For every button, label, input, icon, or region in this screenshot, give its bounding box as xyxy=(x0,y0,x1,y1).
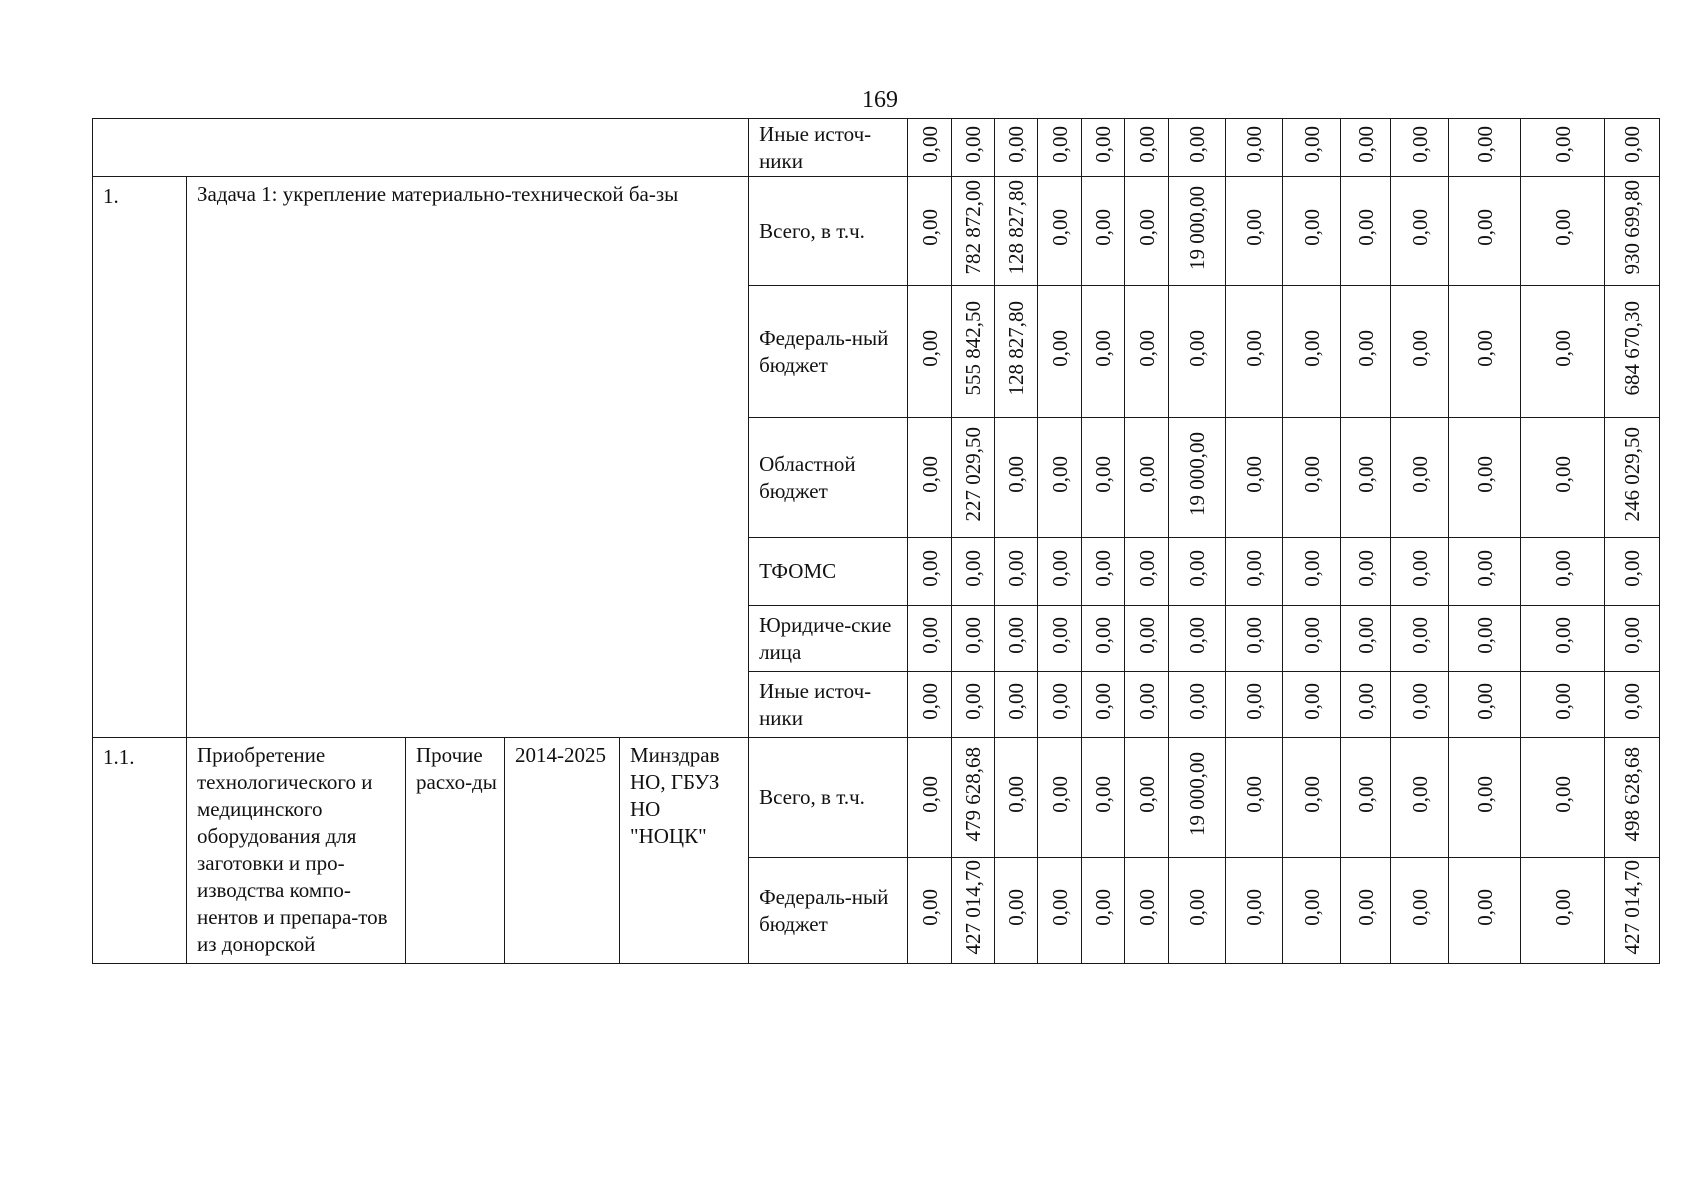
funding-source: Областной бюджет xyxy=(749,418,908,538)
task1-value-cell xyxy=(1038,538,1082,606)
task1-value: 0,00 xyxy=(961,682,986,720)
executor: Минздрав НО, ГБУЗ НО "НОЦК" xyxy=(620,738,749,964)
item1-1-value-cell xyxy=(1038,858,1082,964)
task1-value-cell xyxy=(952,672,995,738)
task1-value: 0,00 xyxy=(1299,329,1324,367)
task1-value: 0,00 xyxy=(1242,209,1267,246)
continuation-value-cell xyxy=(1521,119,1605,177)
task1-value-cell xyxy=(908,418,952,538)
task1-value: 0,00 xyxy=(917,682,942,720)
item1-1-value: 0,00 xyxy=(917,888,942,926)
task1-value: 0,00 xyxy=(1550,616,1575,654)
task1-value-cell xyxy=(1283,672,1341,738)
task1-value-cell xyxy=(995,538,1038,606)
task1-value-cell xyxy=(1521,286,1605,418)
task1-value: 0,00 xyxy=(1620,682,1645,720)
continuation-value-cell xyxy=(1341,119,1391,177)
task1-value-cell xyxy=(1226,418,1283,538)
continuation-value-cell xyxy=(1082,119,1125,177)
task1-value: 0,00 xyxy=(1550,209,1575,246)
task1-value: 555 842,50 xyxy=(961,300,986,396)
item1-1-value-cell xyxy=(908,858,952,964)
continuation-value-cell xyxy=(1038,119,1082,177)
task1-value-cell xyxy=(1341,418,1391,538)
item1-1-value: 0,00 xyxy=(1047,888,1072,926)
task1-value: 0,00 xyxy=(1550,329,1575,367)
task1-value: 0,00 xyxy=(1550,549,1575,587)
task1-value: 128 827,80 xyxy=(1004,180,1029,275)
task1-value-cell xyxy=(1125,286,1169,418)
item1-1-value: 479 628,68 xyxy=(961,746,986,842)
item1-1-value: 0,00 xyxy=(1353,775,1378,813)
item1-1-value: 0,00 xyxy=(1550,775,1575,813)
funding-source: Иные источ-ники xyxy=(749,672,908,738)
continuation-value-cell xyxy=(908,119,952,177)
item1-1-value: 0,00 xyxy=(1353,888,1378,926)
task1-value-cell xyxy=(1521,177,1605,286)
task-number: 1. xyxy=(93,177,187,738)
task1-value-cell xyxy=(1449,672,1521,738)
task1-value-cell xyxy=(1605,286,1660,418)
task1-value: 0,00 xyxy=(917,616,942,654)
task1-value-cell xyxy=(1125,538,1169,606)
task1-value: 0,00 xyxy=(1047,616,1072,654)
task1-value-cell xyxy=(1169,418,1226,538)
task1-value: 0,00 xyxy=(1299,616,1324,654)
item1-1-value: 0,00 xyxy=(1299,888,1324,926)
item1-1-value: 0,00 xyxy=(1472,775,1497,813)
task1-value: 782 872,00 xyxy=(961,180,986,275)
continuation-value: 0,00 xyxy=(961,125,986,163)
task1-value: 0,00 xyxy=(1047,455,1072,493)
page-number: 169 xyxy=(862,87,898,113)
task1-value-cell xyxy=(1391,538,1449,606)
task1-value-cell xyxy=(1605,177,1660,286)
task1-value: 0,00 xyxy=(1472,455,1497,493)
task1-value: 0,00 xyxy=(1620,616,1645,654)
task1-value: 0,00 xyxy=(1407,682,1432,720)
continuation-value-cell xyxy=(1169,119,1226,177)
task1-value-cell xyxy=(1169,538,1226,606)
task1-value: 0,00 xyxy=(1472,209,1497,246)
task1-value: 0,00 xyxy=(1004,682,1029,720)
task1-value: 0,00 xyxy=(1407,209,1432,246)
item1-1-value-cell xyxy=(952,858,995,964)
task1-value: 0,00 xyxy=(1242,549,1267,587)
task1-value: 0,00 xyxy=(1047,549,1072,587)
task1-value: 0,00 xyxy=(1353,455,1378,493)
continuation-value: 0,00 xyxy=(1134,125,1159,163)
table-row xyxy=(93,177,1660,286)
item1-1-value: 0,00 xyxy=(1091,888,1116,926)
task1-value: 0,00 xyxy=(1353,329,1378,367)
task1-value-cell xyxy=(1226,177,1283,286)
continuation-value: 0,00 xyxy=(1091,125,1116,163)
task1-value-cell xyxy=(952,286,995,418)
task1-value: 0,00 xyxy=(1407,329,1432,367)
item1-1-value-cell xyxy=(1169,858,1226,964)
item1-1-value-cell xyxy=(952,738,995,858)
item1-1-value-cell xyxy=(1391,858,1449,964)
item1-1-value: 0,00 xyxy=(1242,888,1267,926)
task1-value-cell xyxy=(995,418,1038,538)
task1-value-cell xyxy=(1521,672,1605,738)
funding-source: Федераль-ный бюджет xyxy=(749,286,908,418)
item1-1-value: 0,00 xyxy=(1472,888,1497,926)
task1-value-cell xyxy=(995,672,1038,738)
task1-value-cell xyxy=(1521,418,1605,538)
task1-value-cell xyxy=(1125,177,1169,286)
task1-value: 128 827,80 xyxy=(1004,300,1029,396)
task1-value-cell xyxy=(1521,606,1605,672)
task1-value-cell xyxy=(1341,177,1391,286)
item1-1-value-cell xyxy=(1226,738,1283,858)
task1-value: 0,00 xyxy=(1091,209,1116,246)
task1-value: 0,00 xyxy=(1134,209,1159,246)
task1-value: 246 029,50 xyxy=(1620,426,1645,522)
task1-value-cell xyxy=(1082,672,1125,738)
task1-value-cell xyxy=(1605,606,1660,672)
item1-1-value-cell xyxy=(995,738,1038,858)
task1-value: 0,00 xyxy=(1299,549,1324,587)
continuation-value-cell xyxy=(1283,119,1341,177)
item1-1-value-cell xyxy=(1082,858,1125,964)
task1-value: 0,00 xyxy=(961,549,986,587)
continuation-value-cell xyxy=(1125,119,1169,177)
task1-value-cell xyxy=(1125,418,1169,538)
task1-value: 0,00 xyxy=(1242,616,1267,654)
funding-source: Иные источ-ники xyxy=(749,119,908,177)
task1-value: 0,00 xyxy=(1353,549,1378,587)
item1-1-value: 0,00 xyxy=(1407,775,1432,813)
task1-value: 684 670,30 xyxy=(1620,300,1645,396)
task1-value-cell xyxy=(1449,538,1521,606)
task1-value: 0,00 xyxy=(1091,549,1116,587)
continuation-value: 0,00 xyxy=(1353,125,1378,163)
task1-value-cell xyxy=(1449,418,1521,538)
continuation-value-cell xyxy=(1391,119,1449,177)
item1-1-value-cell xyxy=(1521,738,1605,858)
task1-value: 0,00 xyxy=(1091,682,1116,720)
item1-1-value-cell xyxy=(1605,858,1660,964)
task1-value: 0,00 xyxy=(917,329,942,367)
item1-1-value: 19 000,00 xyxy=(1185,752,1210,836)
task1-value-cell xyxy=(1169,177,1226,286)
item1-1-value: 0,00 xyxy=(1299,775,1324,813)
funding-source: Всего, в т.ч. xyxy=(749,177,908,286)
item1-1-value: 0,00 xyxy=(1407,888,1432,926)
budget-table xyxy=(92,118,1660,964)
task1-value: 19 000,00 xyxy=(1185,432,1210,516)
funding-source: Федераль-ный бюджет xyxy=(749,858,908,964)
item1-1-value-cell xyxy=(1226,858,1283,964)
task1-value: 0,00 xyxy=(1134,682,1159,720)
empty-merged-cell xyxy=(93,119,749,177)
item1-1-value-cell xyxy=(1449,738,1521,858)
task1-value: 0,00 xyxy=(1299,455,1324,493)
task1-value-cell xyxy=(908,538,952,606)
task1-value-cell xyxy=(1082,606,1125,672)
item1-1-value-cell xyxy=(995,858,1038,964)
task1-value: 0,00 xyxy=(1550,682,1575,720)
item1-1-value-cell xyxy=(1283,858,1341,964)
task1-value: 0,00 xyxy=(1185,616,1210,654)
task1-value: 0,00 xyxy=(1004,549,1029,587)
item1-1-value: 0,00 xyxy=(917,775,942,813)
task1-value: 0,00 xyxy=(1353,682,1378,720)
item1-1-value: 0,00 xyxy=(1091,775,1116,813)
item1-1-value: 0,00 xyxy=(1550,888,1575,926)
continuation-value-cell xyxy=(952,119,995,177)
task1-value-cell xyxy=(908,606,952,672)
item1-1-value-cell xyxy=(1391,738,1449,858)
continuation-value: 0,00 xyxy=(1620,125,1645,163)
task1-value: 0,00 xyxy=(1472,329,1497,367)
continuation-value: 0,00 xyxy=(917,125,942,163)
item1-1-value: 0,00 xyxy=(1185,888,1210,926)
task1-value: 0,00 xyxy=(1091,616,1116,654)
task1-value: 0,00 xyxy=(1004,616,1029,654)
task1-value-cell xyxy=(952,177,995,286)
item1-1-value: 0,00 xyxy=(1134,888,1159,926)
task1-value: 0,00 xyxy=(1353,209,1378,246)
task1-value: 0,00 xyxy=(1091,455,1116,493)
task1-value-cell xyxy=(1169,606,1226,672)
task1-value: 0,00 xyxy=(1550,455,1575,493)
item1-1-value: 427 014,70 xyxy=(961,859,986,955)
task1-value-cell xyxy=(1521,538,1605,606)
task1-value: 0,00 xyxy=(1185,682,1210,720)
expense-category: Прочие расхо-ды xyxy=(406,738,505,964)
task1-value: 0,00 xyxy=(1134,616,1159,654)
task1-value-cell xyxy=(1283,177,1341,286)
continuation-value-cell xyxy=(1449,119,1521,177)
task1-value-cell xyxy=(1038,177,1082,286)
table-row xyxy=(93,119,1660,177)
task1-value-cell xyxy=(1283,606,1341,672)
task1-value: 0,00 xyxy=(1407,455,1432,493)
item1-1-value-cell xyxy=(1125,858,1169,964)
task1-value-cell xyxy=(1082,418,1125,538)
task1-value-cell xyxy=(1341,606,1391,672)
item-name: Приобретение технологического и медицинского оборудования для заготовки и про-изводства компо-нентов и препара-тов из донорской xyxy=(187,738,406,964)
task1-value: 0,00 xyxy=(1242,682,1267,720)
task1-value-cell xyxy=(1341,672,1391,738)
task1-value-cell xyxy=(1391,606,1449,672)
continuation-value: 0,00 xyxy=(1472,125,1497,163)
task1-value-cell xyxy=(1125,606,1169,672)
task1-value-cell xyxy=(1082,538,1125,606)
table-row xyxy=(93,738,1660,858)
task1-value-cell xyxy=(1169,286,1226,418)
task1-value: 0,00 xyxy=(1134,455,1159,493)
task1-value-cell xyxy=(1226,606,1283,672)
funding-source: Юридиче-ские лица xyxy=(749,606,908,672)
task1-value-cell xyxy=(908,672,952,738)
task1-value-cell xyxy=(1449,606,1521,672)
continuation-value: 0,00 xyxy=(1185,125,1210,163)
task1-value-cell xyxy=(1226,538,1283,606)
item1-1-value-cell xyxy=(1169,738,1226,858)
task1-value: 0,00 xyxy=(1134,549,1159,587)
task1-value-cell xyxy=(1038,606,1082,672)
task1-value: 0,00 xyxy=(1047,329,1072,367)
task1-value: 0,00 xyxy=(1091,329,1116,367)
task1-value-cell xyxy=(995,286,1038,418)
task1-value: 0,00 xyxy=(1047,682,1072,720)
item1-1-value: 0,00 xyxy=(1242,775,1267,813)
task1-value: 0,00 xyxy=(961,616,986,654)
task1-value-cell xyxy=(952,418,995,538)
item1-1-value: 0,00 xyxy=(1004,775,1029,813)
continuation-value: 0,00 xyxy=(1242,125,1267,163)
task1-value-cell xyxy=(1226,286,1283,418)
task1-value-cell xyxy=(1082,177,1125,286)
task1-value-cell xyxy=(1038,672,1082,738)
task1-value-cell xyxy=(952,538,995,606)
continuation-value: 0,00 xyxy=(1004,125,1029,163)
task1-value: 0,00 xyxy=(1472,616,1497,654)
item1-1-value-cell xyxy=(1125,738,1169,858)
task1-value: 0,00 xyxy=(1134,329,1159,367)
task1-value-cell xyxy=(1082,286,1125,418)
task1-value-cell xyxy=(908,177,952,286)
task1-value-cell xyxy=(1038,418,1082,538)
funding-source: Всего, в т.ч. xyxy=(749,738,908,858)
task1-value: 930 699,80 xyxy=(1620,180,1645,275)
task1-value-cell xyxy=(1605,672,1660,738)
task1-value: 19 000,00 xyxy=(1185,185,1210,270)
task1-value: 0,00 xyxy=(1407,616,1432,654)
task1-value-cell xyxy=(1449,177,1521,286)
item1-1-value-cell xyxy=(1521,858,1605,964)
task1-value: 227 029,50 xyxy=(961,426,986,522)
task1-value-cell xyxy=(1605,538,1660,606)
task1-value-cell xyxy=(1391,418,1449,538)
continuation-value: 0,00 xyxy=(1550,125,1575,163)
task1-value: 0,00 xyxy=(1407,549,1432,587)
task1-value-cell xyxy=(1391,286,1449,418)
task1-value: 0,00 xyxy=(1472,549,1497,587)
item1-1-value-cell xyxy=(1605,738,1660,858)
task1-value-cell xyxy=(1038,286,1082,418)
task1-value: 0,00 xyxy=(917,209,942,246)
item1-1-value-cell xyxy=(908,738,952,858)
task1-value-cell xyxy=(1283,418,1341,538)
item1-1-value-cell xyxy=(1082,738,1125,858)
continuation-value: 0,00 xyxy=(1407,125,1432,163)
task1-value: 0,00 xyxy=(1299,682,1324,720)
implementation-period: 2014-2025 xyxy=(505,738,620,964)
task1-value: 0,00 xyxy=(1242,329,1267,367)
item1-1-value-cell xyxy=(1341,858,1391,964)
task1-value-cell xyxy=(1226,672,1283,738)
item1-1-value-cell xyxy=(1283,738,1341,858)
task1-value-cell xyxy=(1391,177,1449,286)
item1-1-value: 0,00 xyxy=(1134,775,1159,813)
continuation-value: 0,00 xyxy=(1299,125,1324,163)
task-name: Задача 1: укрепление материально-технической ба-зы xyxy=(187,177,749,738)
funding-source: ТФОМС xyxy=(749,538,908,606)
continuation-value-cell xyxy=(1605,119,1660,177)
item1-1-value-cell xyxy=(1341,738,1391,858)
item1-1-value: 0,00 xyxy=(1047,775,1072,813)
task1-value: 0,00 xyxy=(1185,549,1210,587)
task1-value-cell xyxy=(1283,286,1341,418)
task1-value: 0,00 xyxy=(1299,209,1324,246)
task1-value-cell xyxy=(1605,418,1660,538)
item1-1-value-cell xyxy=(1449,858,1521,964)
item1-1-value: 427 014,70 xyxy=(1620,859,1645,955)
continuation-value: 0,00 xyxy=(1047,125,1072,163)
task1-value-cell xyxy=(1283,538,1341,606)
task1-value-cell xyxy=(1391,672,1449,738)
item1-1-value: 498 628,68 xyxy=(1620,746,1645,842)
task1-value-cell xyxy=(995,606,1038,672)
task1-value-cell xyxy=(995,177,1038,286)
task1-value: 0,00 xyxy=(1472,682,1497,720)
task1-value-cell xyxy=(1449,286,1521,418)
task1-value: 0,00 xyxy=(917,455,942,493)
item-number: 1.1. xyxy=(93,738,187,964)
task1-value-cell xyxy=(1341,538,1391,606)
continuation-value-cell xyxy=(1226,119,1283,177)
item1-1-value-cell xyxy=(1038,738,1082,858)
item1-1-value: 0,00 xyxy=(1004,888,1029,926)
task1-value-cell xyxy=(908,286,952,418)
task1-value-cell xyxy=(952,606,995,672)
task1-value: 0,00 xyxy=(1620,549,1645,587)
task1-value-cell xyxy=(1169,672,1226,738)
task1-value: 0,00 xyxy=(1353,616,1378,654)
task1-value: 0,00 xyxy=(917,549,942,587)
task1-value-cell xyxy=(1341,286,1391,418)
task1-value: 0,00 xyxy=(1242,455,1267,493)
continuation-value-cell xyxy=(995,119,1038,177)
task1-value: 0,00 xyxy=(1185,329,1210,367)
task1-value-cell xyxy=(1125,672,1169,738)
task1-value: 0,00 xyxy=(1004,455,1029,493)
task1-value: 0,00 xyxy=(1047,209,1072,246)
